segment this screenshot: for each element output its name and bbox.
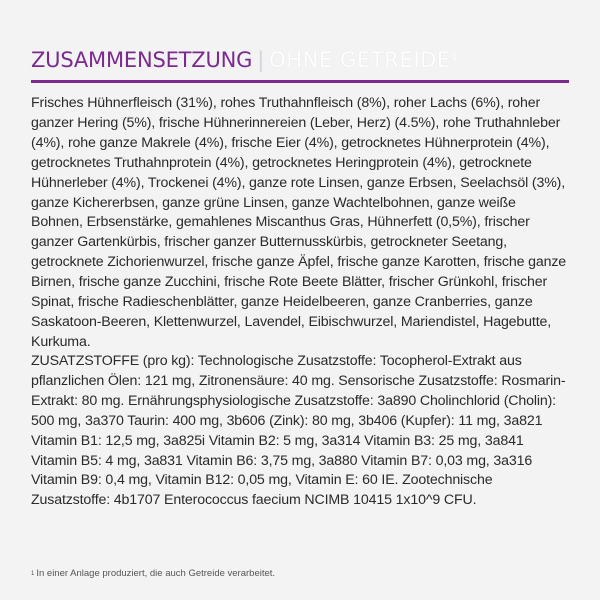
page-title: ZUSAMMENSETZUNG — [31, 48, 253, 72]
section-heading — [31, 46, 571, 74]
title-separator: | — [257, 48, 265, 72]
footnote-text: In einer Anlage produziert, die auch Getreide verarbeitet. — [36, 568, 276, 579]
page-subtitle: OHNE GETREIDE — [269, 48, 451, 72]
heading-divider — [31, 80, 569, 83]
footnote — [31, 568, 571, 580]
footnote-mark: 1 — [31, 571, 35, 577]
composition-paragraph: Frisches Hühnerfleisch (31%), rohes Truthahnfleisch (8%), roher Lachs (6%), roher ganzer Hering (5%), frische Hühnerinnereien (Leber, Herz) (4.5%), rohe Truthahnleber (4%), rohe ganze Makrele (4%), frische Eier (4%), getrocknetes Hühnerprotein (4%), getrocknetes Truthahnprotein (4%), getrocknetes Heringprotein (4%), getrocknete Hühnerleber (4%), Trockenei (4%), ganze rote Linsen, ganze Erbsen, Seelachsöl (3%), ganze Kichererbsen, ganze grüne Linsen, ganze Wachtelbohnen, ganze weiße Bohnen, Erbsenstärke, gemahlenes Miscanthus Gras, Hühnerfett (0,5%), frischer ganzer Gartenkürbis, frischer ganzer Butternusskürbis, getrockneter Seetang, getrocknete Zichorienwurzel, frische ganze Äpfel, frische ganze Karotten, frische ganze Birnen, frische ganze Zucchini, frische Rote Beete Blätter, frischer Grünkohl, frischer Spinat, frische Radieschenblätter, ganze Heidelbeeren, ganze Cranberries, ganze Saskatoon-Beeren, Klettenwurzel, Lavendel, Eibischwurzel, Mariendistel, Hagebutte, Kurkuma. — [31, 95, 567, 350]
footnote-reference: 1 — [451, 53, 458, 63]
additives-paragraph: ZUSATZSTOFFE (pro kg): Technologische Zusatzstoffe: Tocopherol-Extrakt aus pflanzlichen Ölen: 121 mg, Zitronensäure: 40 mg. Sensorische Zusatzstoffe: Rosmarin-Extrakt: 80 mg. Ernährungsphysiologische Zusatzstoffe: 3a890 Cholinchlorid (Cholin): 500 mg, 3a370 Taurin: 400 mg, 3b606 (Zink): 80 mg, 3b406 (Kupfer): 11 mg, 3a821 Vitamin B1: 12,5 mg, 3a825i Vitamin B2: 5 mg, 3a314 Vitamin B3: 25 mg, 3a841 Vitamin B5: 4 mg, 3a831 Vitamin B6: 3,75 mg, 3a880 Vitamin B7: 0,03 mg, 3a316 Vitamin B9: 0,4 mg, Vitamin B12: 0,05 mg, Vitamin E: 60 IE. Zootechnische Zusatzstoffe: 4b1707 Enterococcus faecium NCIMB 10415 1x10^9 CFU. — [31, 353, 566, 509]
